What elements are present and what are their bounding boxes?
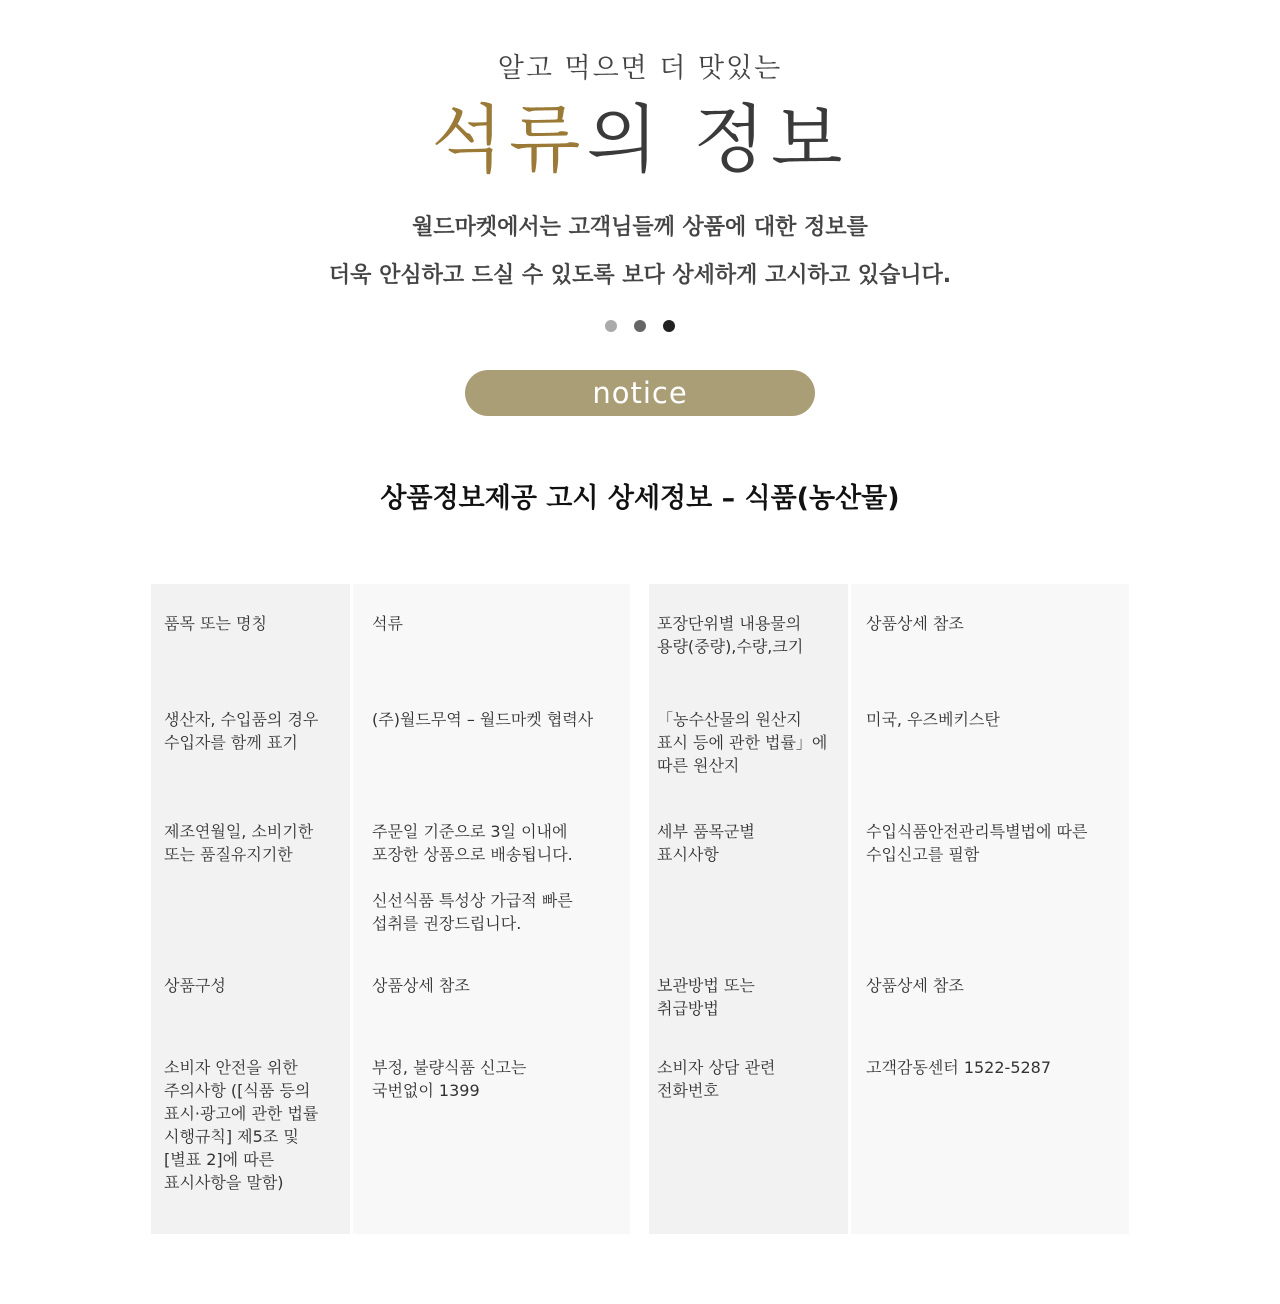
subtitle: 알고 먹으면 더 맛있는 xyxy=(497,53,783,84)
cell-label: 포장단위별 내용물의 용량(중량),수량,크기 xyxy=(657,614,804,656)
slide-dot-1[interactable] xyxy=(605,320,617,332)
title-rest: 의 정보 xyxy=(586,97,849,183)
cell-value: (주)월드무역 – 월드마켓 협력사 xyxy=(372,710,594,729)
cell-value: 고객감동센터 1522-5287 xyxy=(866,1058,1052,1077)
cell-label: 「농수산물의 원산지 표시 등에 관한 법률」에 따른 원산지 xyxy=(657,710,828,775)
cell-label: 소비자 상담 관련 전화번호 xyxy=(657,1058,776,1100)
description-line-2: 더욱 안심하고 드실 수 있도록 보다 상세하게 고시하고 있습니다. xyxy=(328,263,952,288)
cell-value: 부정, 불량식품 신고는 국번없이 1399 xyxy=(372,1058,527,1100)
cell-value: 상품상세 참조 xyxy=(866,614,964,633)
cell-value: 석류 xyxy=(372,614,403,633)
cell-value: 상품상세 참조 xyxy=(866,976,964,995)
notice-badge: notice xyxy=(465,370,815,416)
slide-indicator xyxy=(0,320,1280,332)
section-title: 상품정보제공 고시 상세정보 – 식품(농산물) xyxy=(380,483,900,514)
label-column-right xyxy=(649,584,848,1234)
value-column-right xyxy=(851,584,1129,1234)
cell-value: 미국, 우즈베키스탄 xyxy=(866,710,1000,729)
cell-label: 제조연월일, 소비기한 또는 품질유지기한 xyxy=(164,822,314,864)
cell-label: 생산자, 수입품의 경우 수입자를 함께 표기 xyxy=(164,710,319,752)
cell-value: 상품상세 참조 xyxy=(372,976,470,995)
cell-label: 품목 또는 명칭 xyxy=(164,614,267,633)
cell-label: 보관방법 또는 취급방법 xyxy=(657,976,755,1018)
cell-label: 상품구성 xyxy=(164,976,226,995)
title-accent: 석류 xyxy=(431,97,587,183)
page-title xyxy=(0,92,1280,188)
cell-value: 수입식품안전관리특별법에 따른 수입신고를 필함 xyxy=(866,822,1088,864)
slide-dot-3[interactable] xyxy=(663,320,675,332)
cell-value: 주문일 기준으로 3일 이내에 포장한 상품으로 배송됩니다. 신선식품 특성상 가급적 빠른 섭취를 권장드립니다. xyxy=(372,822,573,933)
slide-dot-2[interactable] xyxy=(634,320,646,332)
description-line-1: 월드마켓에서는 고객님들께 상품에 대한 정보를 xyxy=(412,215,868,240)
product-info-table xyxy=(151,584,1129,1234)
cell-label: 세부 품목군별 표시사항 xyxy=(657,822,755,864)
cell-label: 소비자 안전을 위한 주의사항 ([식품 등의 표시·광고에 관한 법률 시행규칙] 제5조 및 [별표 2]에 따른 표시사항을 말함) xyxy=(164,1058,319,1192)
